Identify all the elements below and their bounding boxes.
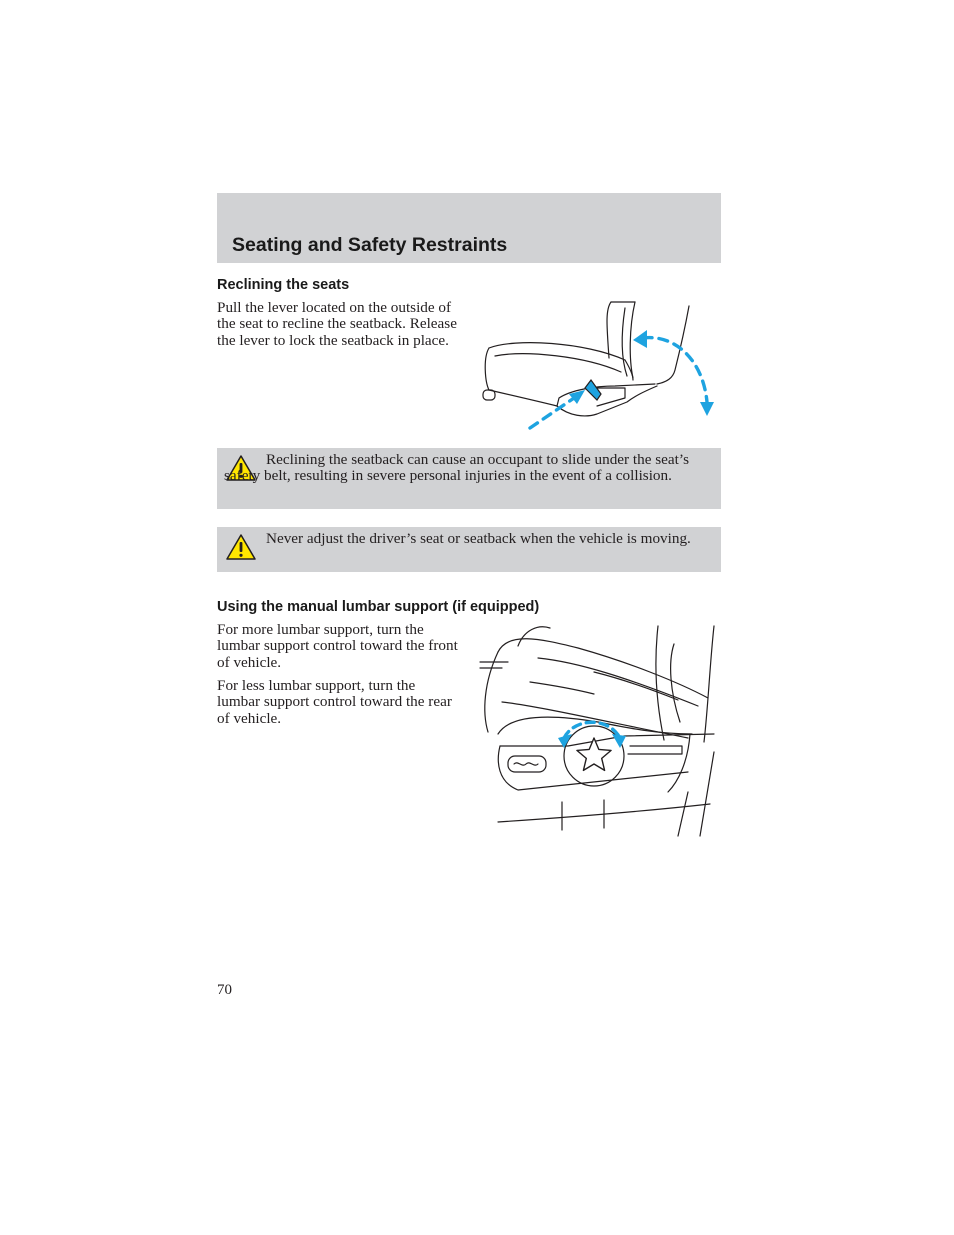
lumbar-support-illustration [478, 622, 722, 838]
reclining-paragraph: Pull the lever located on the outside of the seat to recline the seatback. Release the lever to lock the seatback in place. [217, 299, 457, 349]
lumbar-heading: Using the manual lumbar support (if equipped) [217, 599, 540, 615]
warning-box-driver-seat [217, 527, 721, 572]
warning-box-reclining [217, 448, 721, 509]
lumbar-less-paragraph: For less lumbar support, turn the lumbar support control toward the rear of vehicle. [217, 677, 452, 727]
page-number: 70 [217, 982, 232, 998]
lumbar-more-paragraph: For more lumbar support, turn the lumbar support control toward the front of vehicle. [217, 621, 458, 671]
warning-text: Never adjust the driver’s seat or seatback when the vehicle is moving. [266, 530, 691, 547]
section-header-band [217, 193, 721, 263]
warning-text: Reclining the seatback can cause an occupant to slide under the seat’s safety belt, resulting in severe personal injuries in the event of a collision. [224, 451, 689, 485]
page-title: Seating and Safety Restraints [232, 234, 508, 256]
reclining-heading: Reclining the seats [217, 277, 350, 293]
seat-recline-illustration [475, 298, 725, 438]
